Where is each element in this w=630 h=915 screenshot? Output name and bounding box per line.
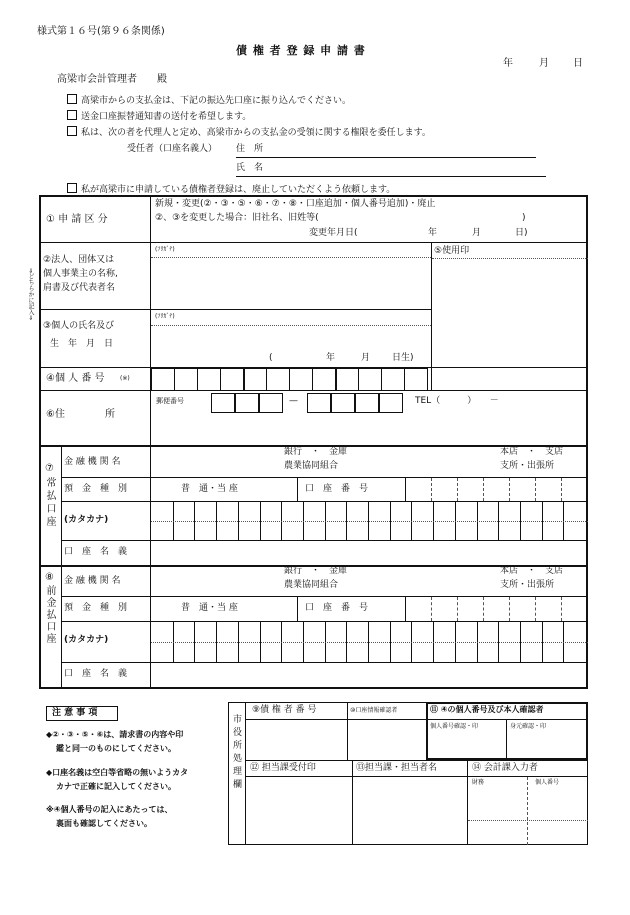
postal-cell[interactable]: [211, 393, 235, 413]
cell-divider: [405, 596, 406, 621]
furigana-line: [151, 257, 431, 258]
personal-number-cell[interactable]: [381, 368, 405, 391]
account-checker-label: ⑩口座情報確認者: [350, 707, 398, 714]
branch-types[interactable]: 本店 ・ 支店: [500, 447, 564, 457]
account7-side-label: ⑦常払口座: [44, 463, 55, 529]
address-label: ⑥住 所: [46, 409, 115, 420]
furigana-label: (ﾌﾘｶﾞﾅ): [155, 313, 175, 320]
label-divider: [150, 195, 151, 689]
cell-divider: [347, 702, 348, 760]
bank-types[interactable]: 銀行 ・ 金庫: [284, 447, 348, 457]
personal-number-cell[interactable]: [358, 368, 382, 391]
personal-number-label: ④個 人 番 号: [46, 373, 105, 384]
corp-name-label: ②法人、団体又は: [43, 255, 115, 265]
row-line: [427, 719, 587, 720]
branch-types-2[interactable]: 支所・出張所: [500, 461, 555, 471]
check-item-3[interactable]: 私は、次の者を代理人と定め、高梁市からの支払金の受領に関する権限を委任します。: [67, 126, 431, 138]
account-number-label: 口 座 番 号: [305, 484, 369, 494]
checkbox-icon[interactable]: [67, 94, 77, 104]
kana-label: (カタカナ): [64, 515, 109, 525]
form-number: 様式第１６号(第９６条関係): [37, 26, 165, 37]
date-year: 年: [503, 58, 513, 69]
row-line: [61, 662, 588, 663]
checkbox-icon[interactable]: [67, 183, 77, 193]
personal-number-cell[interactable]: [266, 368, 290, 391]
notes-title: 注 意 事 項: [52, 708, 98, 718]
office-side-label: 市役所処理欄: [231, 714, 241, 792]
postal-cell[interactable]: [235, 393, 259, 413]
office-side-divider: [245, 702, 246, 845]
account-number-cell-divider: [483, 597, 484, 621]
personal-number-cell[interactable]: [312, 368, 336, 391]
kana-mid-line: [151, 521, 588, 522]
row-line: [61, 540, 588, 541]
page-title: 債 権 者 登 録 申 請 書: [236, 44, 366, 57]
side-note: ⇒どちらかに記入⇒: [27, 268, 34, 321]
change-date-year: 年: [428, 228, 438, 238]
delegate-name-label: 氏 名: [236, 163, 264, 173]
identity-check-seal-label: 身元確認・印: [510, 723, 547, 730]
row-line: [245, 760, 588, 761]
birth-date-label: 生 年 月 日: [50, 339, 114, 349]
personal-number-cell[interactable]: [404, 368, 428, 391]
creditor-number-label: ⑨債 権 者 番 号: [252, 705, 317, 715]
delegate-name-line[interactable]: [236, 176, 546, 177]
cell-divider: [506, 719, 507, 760]
apply-type-label: ① 申 請 区 分: [46, 214, 108, 225]
account-number-cell-divider: [457, 597, 458, 621]
checkbox-icon[interactable]: [67, 110, 77, 120]
kana-label: (カタカナ): [64, 635, 109, 645]
date-month: 月: [539, 58, 549, 69]
account-number-cell-divider: [535, 478, 536, 501]
postal-cell[interactable]: [307, 393, 331, 413]
check-item-4[interactable]: 私が高梁市に申請している債権者登録は、廃止していただくよう依頼します。: [67, 183, 395, 195]
person-name-label: ③個人の氏名及び: [43, 321, 115, 331]
delegate-address-label: 住 所: [236, 144, 264, 154]
corp-name-label-3: 肩書及び代表者名: [43, 283, 116, 293]
date-day: 日: [573, 58, 583, 69]
old-name-label: ②、③を変更した場合：旧社名、旧姓等(: [155, 213, 319, 223]
account-number-cell-divider: [561, 478, 562, 501]
cell-dotted-line: [468, 820, 588, 821]
account-number-cell-divider: [483, 478, 484, 501]
note-1b: 鑑と同一のものにしてください。: [56, 744, 176, 753]
cell-dashed-divider: [527, 777, 528, 845]
group-separator: [243, 368, 245, 391]
row-line: [39, 242, 588, 243]
postal-cell[interactable]: [355, 393, 379, 413]
branch-types[interactable]: 本店 ・ 支店: [500, 566, 564, 576]
seal-label: ⑤使用印: [434, 246, 470, 256]
personal-number-cell[interactable]: [220, 368, 244, 391]
accounting-input-label: ⑭ 会計課入力者: [472, 763, 538, 773]
bank-types-2[interactable]: 農業協同組合: [284, 461, 339, 471]
account-number-cell-divider: [509, 478, 510, 501]
account-number-cell-divider: [535, 597, 536, 621]
seal-line: [432, 258, 588, 259]
note-1: ◆②・③・⑤・⑥は、請求書の内容や印: [46, 730, 184, 739]
corp-name-label-2: 個人事業主の名称,: [43, 269, 118, 279]
personal-number-cell[interactable]: [151, 368, 175, 391]
cell-divider: [467, 760, 468, 845]
account-side-divider: [61, 566, 62, 689]
change-date-month: 月: [472, 228, 482, 238]
account-number-cell-divider: [509, 597, 510, 621]
bank-name-label: 金 融 機 関 名: [64, 576, 121, 586]
postal-dash: —: [289, 396, 298, 406]
bank-types-2[interactable]: 農業協同組合: [284, 580, 339, 590]
account-holder-label: 口 座 名 義: [64, 547, 128, 557]
note-3: ※④個人番号の記入にあたっては、: [46, 805, 173, 814]
account-number-cell-divider: [431, 597, 432, 621]
receipt-seal-label: ⑫ 担当課受付印: [250, 763, 316, 773]
cell-divider: [405, 477, 406, 501]
staff-name-label: ⑬担当課・担当者名: [356, 763, 438, 773]
personal-number-cell[interactable]: [197, 368, 221, 391]
row-line: [39, 309, 431, 310]
bank-types[interactable]: 銀行 ・ 金庫: [284, 566, 348, 576]
old-name-close: ): [522, 213, 526, 223]
apply-type-options[interactable]: 新規・変更(②・③・⑤・⑥・⑦・⑧・口座追加・個人番号追加)・廃止: [155, 199, 436, 209]
tel-label[interactable]: TEL（ ） －: [415, 396, 499, 406]
personal-number-cell[interactable]: [174, 368, 198, 391]
addressee: 高梁市会計管理者 殿: [57, 74, 167, 85]
account-number-cell-divider: [431, 478, 432, 501]
deposit-type-options[interactable]: 普 通・当 座: [181, 484, 238, 494]
postal-cell[interactable]: [259, 393, 283, 413]
account-number-cell-divider: [561, 597, 562, 621]
branch-types-2[interactable]: 支所・出張所: [500, 580, 555, 590]
birth-open: (: [269, 353, 273, 363]
account-holder-label: 口 座 名 義: [64, 669, 128, 679]
id-check-seal-label: 個人番号確認・印: [430, 723, 479, 730]
deposit-type-options[interactable]: 普 通・当 座: [181, 603, 238, 613]
cell-divider: [352, 760, 353, 845]
birth-year: 年: [326, 353, 336, 363]
postal-cell[interactable]: [379, 393, 403, 413]
delegate-label: 受任者（口座名義人）: [127, 144, 218, 154]
id-checker-label: ⑪ ④の個人番号及び本人確認者: [430, 705, 544, 714]
kana-mid-line: [151, 642, 588, 643]
cell-divider: [297, 477, 298, 501]
account-number-cell-divider: [457, 478, 458, 501]
cell-divider: [297, 596, 298, 621]
row-line: [245, 776, 588, 777]
note-2b: カナで正確に記入してください。: [56, 782, 176, 791]
check-item-2[interactable]: 送金口座振替通知書の送付を希望します。: [67, 110, 251, 122]
seal-divider: [431, 242, 432, 390]
account8-side-label: ⑧前金払口座: [44, 572, 55, 645]
note-3b: 裏面も確認してください。: [56, 819, 152, 828]
change-date-label: 変更年月日(: [309, 228, 358, 238]
deposit-type-label: 預 金 種 別: [64, 603, 128, 613]
delegate-address-line[interactable]: [236, 157, 536, 158]
account-side-divider: [61, 446, 62, 565]
birth-day: 日生): [392, 353, 414, 363]
finance-label: 財務: [472, 779, 485, 786]
note-2: ◆口座名義は空白等省略の無いようカタ: [46, 768, 189, 777]
furigana-line: [151, 325, 431, 326]
bank-name-label: 金 融 機 関 名: [64, 457, 121, 467]
personal-number-mark: (※): [120, 375, 130, 382]
check-item-1[interactable]: 高梁市からの支払金は、下記の振込先口座に振り込んでください。: [67, 94, 351, 106]
main-form-frame: [39, 195, 588, 689]
furigana-label: (ﾌﾘｶﾞﾅ): [155, 246, 175, 253]
personal-number-cell[interactable]: [243, 368, 267, 391]
birth-month: 月: [361, 353, 371, 363]
change-date-day: 日): [515, 228, 528, 238]
personal-number-cell[interactable]: [335, 368, 359, 391]
postal-cell[interactable]: [331, 393, 355, 413]
personal-number-input-label: 個人番号: [535, 779, 560, 786]
personal-number-cell[interactable]: [289, 368, 313, 391]
group-separator: [335, 368, 337, 391]
checkbox-icon[interactable]: [67, 126, 77, 136]
row-line: [245, 719, 427, 720]
account-number-label: 口 座 番 号: [305, 603, 369, 613]
postal-label: 郵便番号: [156, 397, 184, 405]
deposit-type-label: 預 金 種 別: [64, 484, 128, 494]
